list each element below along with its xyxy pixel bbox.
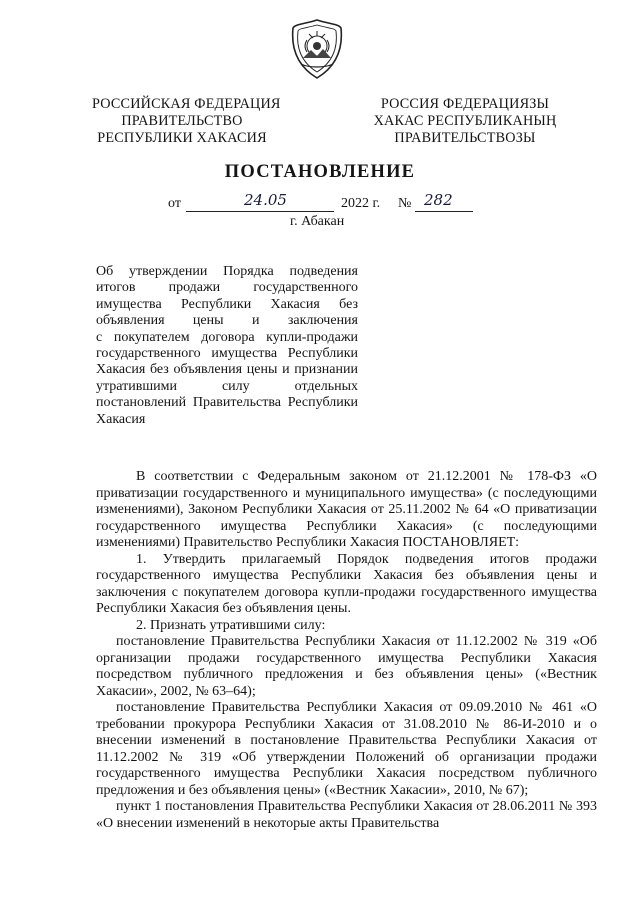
repealed-act-2: постановление Правительства Республики Хакасия от 09.09.2010 № 461 «О требовании прокурора Республики Хакасия от 31.08.2010 № 86-И-2010 и о внесении изменений в постановление Правительства Республики Хакасия от 11.12.2002 № 319 «Об утверждении Положений об организации продажи государственного имущества Республики Хакасия посредством публичного предложения и без объявления цены» («Вестник Хакасии», 2010, № 67); — [96, 700, 597, 798]
subject-line: Об утверждении Порядка подведения — [96, 264, 358, 279]
repealed-act-3: пункт 1 постановления Правительства Республики Хакасия от 28.06.2011 № 393 «О внесении изменений в некоторые акты Правительства — [96, 799, 597, 831]
header-left-line: РОССИЙСКАЯ ФЕДЕРАЦИЯ — [92, 96, 281, 112]
number-underline — [415, 211, 473, 212]
subject-line: объявления цены и заключения — [96, 313, 358, 329]
from-label: от — [168, 196, 181, 211]
handwritten-date: 24.05 — [244, 191, 287, 209]
repealed-act-1: постановление Правительства Республики Хакасия от 11.12.2002 № 319 «Об организации продажи государственного имущества Республики Хакасия посредством публичного предложения и без объявления цены» («Вестник Хакасии», 2002, № 63–64); — [96, 634, 597, 699]
subject-line: итогов продажи государственного — [96, 280, 358, 296]
header-right — [370, 96, 560, 147]
subject-line: утратившими силу отдельных — [96, 378, 358, 394]
year-label: 2022 г. — [341, 196, 381, 211]
subject-line: постановлений Правительства Республики — [96, 395, 358, 411]
item-2-paragraph: 2. Признать утратившими силу: — [136, 617, 326, 633]
number-label: № — [398, 196, 412, 211]
item-1-paragraph: 1. Утвердить прилагаемый Порядок подведения итогов продажи государственного имущества Республики Хакасия без объявления цены и заключения с покупателем договора купли-продажи государственного имущества Республики Хакасия без объявления цены. — [96, 551, 597, 616]
subject-line: с покупателем договора купли-продажи — [96, 329, 358, 345]
subject-line: государственного имущества Республики — [96, 346, 358, 362]
city-label: г. Абакан — [290, 214, 345, 229]
date-number-line — [0, 191, 640, 216]
preamble-paragraph: В соответствии с Федеральным законом от 21.12.2001 № 178-ФЗ «О приватизации государственного и муниципального имущества» (с последующими изменениями), Законом Республики Хакасия от 25.11.2002 № 64 «О приватизации государственного имущества Республики Хакасия» (с последующими изменениями) Правительство Республики Хакасия ПОСТАНОВЛЯЕТ: — [96, 469, 597, 550]
header-left — [92, 96, 281, 147]
subject-line: имущества Республики Хакасия без — [96, 296, 358, 312]
subject-line: Хакасия — [96, 411, 146, 427]
document-body — [96, 469, 597, 832]
document-title: ПОСТАНОВЛЕНИЕ — [224, 162, 416, 182]
header-right-line: РОССИЯ ФЕДЕРАЦИЯЗЫ — [380, 96, 550, 112]
header-right-line: ХАКАС РЕСПУБЛИКАНЫҢ — [373, 113, 557, 129]
date-underline — [186, 211, 334, 212]
document-subject — [96, 264, 358, 428]
header-right-line: ПРАВИТЕЛЬСТВОЗЫ — [394, 130, 536, 146]
handwritten-number: 282 — [424, 191, 453, 209]
coat-of-arms-icon — [289, 18, 345, 80]
header-left-line: РЕСПУБЛИКИ ХАКАСИЯ — [97, 130, 267, 146]
subject-line: Хакасия без объявления цены и признании — [96, 362, 358, 378]
header-left-line: ПРАВИТЕЛЬСТВО — [121, 113, 243, 129]
